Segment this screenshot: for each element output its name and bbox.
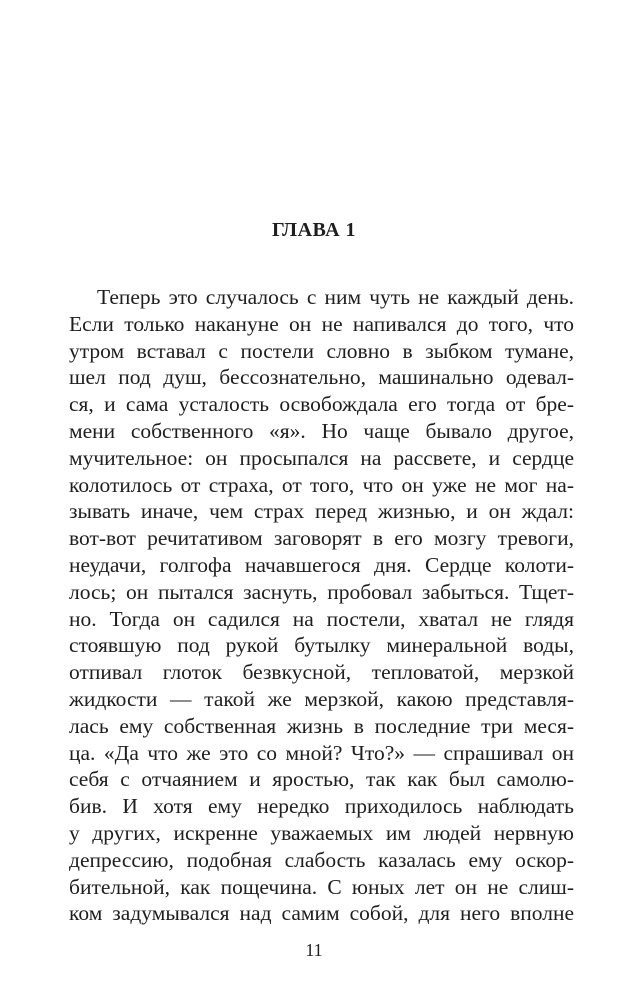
text-line: шел под душ, бессознательно, машинально одевал- [69, 365, 574, 390]
text-line: лось; он пытался заснуть, пробовал забыться. Тщет- [69, 579, 574, 604]
page-number: 11 [305, 940, 323, 960]
text-line: зывать иначе, чем страх перед жизнью, и он ждал: [69, 499, 574, 524]
text-line: лась ему собственная жизнь в последние три меся- [69, 713, 574, 738]
text-line: ся, и сама усталость освобождала его тогда от бре- [69, 392, 574, 417]
text-line: депрессию, подобная слабость казалась ему оскор- [69, 847, 574, 872]
text-line: но. Тогда он садился на постели, хватал не глядя [69, 606, 574, 631]
text-line: утром вставал с постели словно в зыбком тумане, [69, 338, 574, 363]
text-line: ком задумывался над самим собой, для него вполне [69, 901, 574, 926]
text-line: у других, искренне уважаемых им людей нервную [69, 820, 574, 845]
text-line: бив. И хотя ему нередко приходилось наблюдать [69, 794, 574, 819]
text-line: жидкости — такой же мерзкой, какою представля- [69, 686, 574, 711]
text-line: Теперь это случалось с ним чуть не каждый день. [97, 285, 574, 309]
text-line: бительной, как пощечина. С юных лет он не слиш- [69, 874, 574, 899]
chapter-body-text [69, 284, 574, 927]
text-line: неудачи, голгофа начавшегося дня. Сердце колоти- [69, 552, 574, 577]
text-line: себя с отчаянием и яростью, так как был самолю- [69, 767, 574, 792]
text-line: колотилось от страха, от того, что он уже не мог на- [69, 472, 574, 497]
text-line: отпивал глоток безвкусной, тепловатой, мерзкой [69, 660, 574, 685]
chapter-title: ГЛАВА 1 [271, 219, 357, 241]
text-line: ца. «Да что же это со мной? Что?» — спрашивал он [69, 740, 574, 765]
text-line: стоявшую под рукой бутылку минеральной воды, [69, 633, 574, 658]
text-line: мени собственного «я». Но чаще бывало другое, [69, 418, 574, 443]
text-line: вот-вот речитативом заговорят в его мозгу тревоги, [69, 526, 574, 551]
text-line: Если только накануне он не напивался до того, что [69, 311, 574, 336]
text-line: мучительное: он просыпался на рассвете, и сердце [69, 445, 574, 470]
